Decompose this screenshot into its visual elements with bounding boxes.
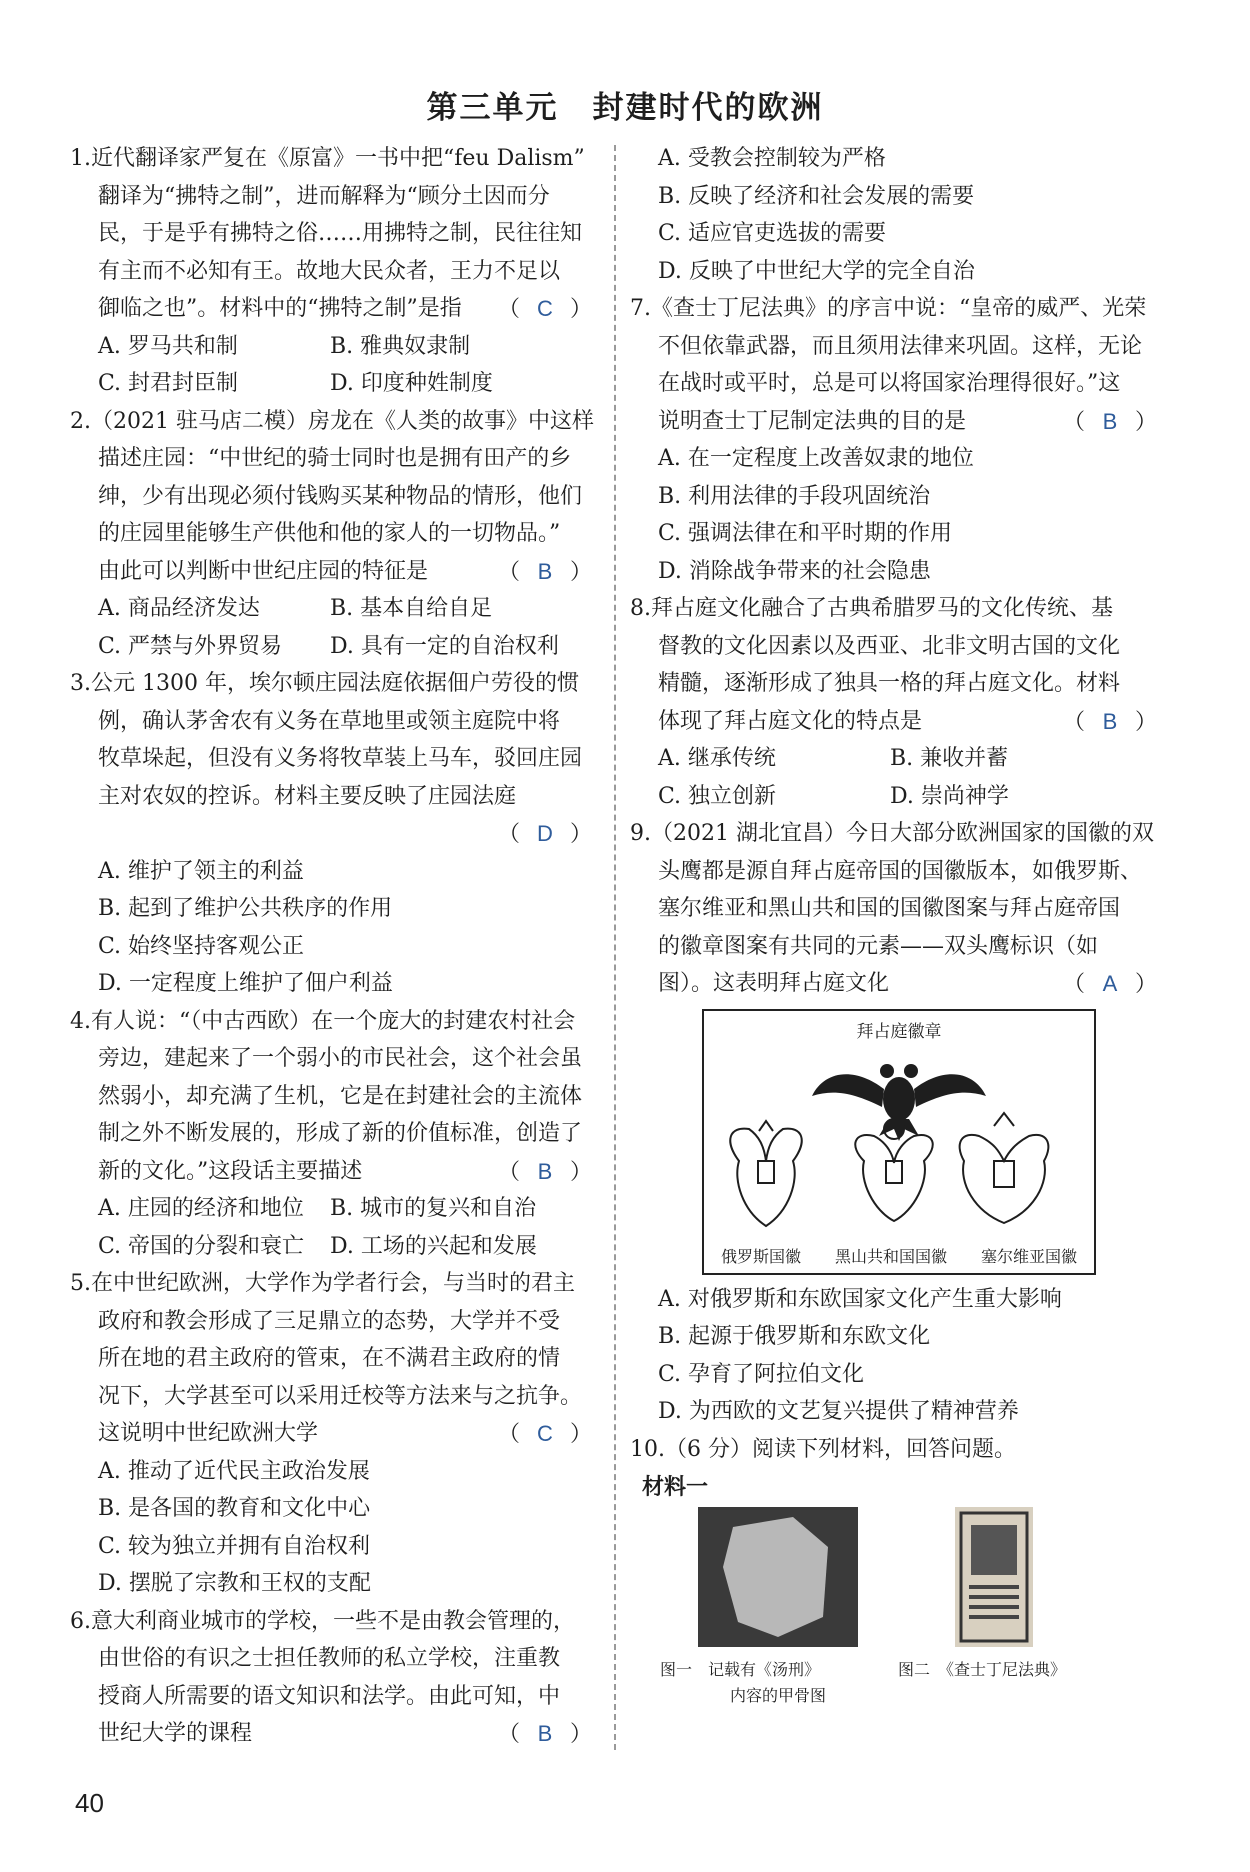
question-line: 旁边，建起来了一个弱小的市民社会，这个社会虽 (98, 1046, 583, 1071)
answer-bracket: （ D ） (498, 815, 592, 854)
question-line: 2.（2021 驻马店二模）房龙在《人类的故事》中这样 (70, 408, 594, 434)
question-6 (70, 1603, 600, 1753)
option: A. 庄园的经济和地位 (98, 1196, 304, 1221)
question-line: 的庄园里能够生产供他和他的家人的一切物品。” (98, 521, 561, 546)
page-number: 40 (75, 1788, 104, 1818)
option-row (630, 740, 1165, 778)
option: B. 雅典奴隶制 (330, 333, 471, 359)
oracle-bone-photo (698, 1507, 858, 1647)
left-column (70, 140, 600, 1753)
option: D. 具有一定的自治权利 (330, 633, 559, 659)
option: A. 罗马共和制 (98, 333, 238, 359)
option: B. 起源于俄罗斯和东欧文化 (658, 1324, 931, 1349)
question-line: 牧草垛起，但没有义务将牧草装上马车，驳回庄园 (98, 746, 583, 771)
question-line: 所在地的君主政府的管束，在不满君主政府的情 (98, 1346, 561, 1371)
russia-emblem-icon (730, 1121, 801, 1226)
question-line: 然弱小，却充满了生机，它是在封建社会的主流体 (98, 1083, 583, 1109)
option: B. 起到了维护公共秩序的作用 (98, 896, 393, 921)
option: C. 始终坚持客观公正 (98, 933, 305, 959)
answer-letter: A (1102, 971, 1118, 996)
question-line: 例，确认茅舍农有义务在草地里或领主庭院中将 (98, 708, 561, 734)
answer-letter: C (537, 1421, 553, 1446)
material-photos (630, 1501, 1165, 1691)
option-row (70, 1190, 600, 1228)
answer-bracket: （ B ） (498, 553, 592, 592)
option: D. 印度种姓制度 (330, 371, 493, 396)
answer-bracket: （ C ） (498, 1415, 592, 1454)
question-line: 头鹰都是源自拜占庭帝国的国徽版本，如俄罗斯、 (658, 858, 1143, 884)
caption-serbia: 塞尔维亚国徽 (980, 1246, 1077, 1266)
option: D. 为西欧的文艺复兴提供了精神营养 (658, 1399, 1019, 1424)
question-line: 说明查士丁尼制定法典的目的是 （ B ） (630, 403, 1165, 441)
page-title: 第三单元 封建时代的欧洲 (426, 90, 824, 126)
answer-letter: C (537, 296, 553, 321)
question-8 (630, 590, 1165, 815)
question-line: 3.公元 1300 年，埃尔顿庄园法庭依据佃户劳役的惯 (70, 671, 579, 696)
byzantine-eagle-icon (812, 1064, 986, 1141)
answer-bracket: （ B ） (498, 1153, 592, 1192)
answer-bracket: （ B ） (1063, 703, 1157, 742)
question-line: 1.近代翻译家严复在《原富》一书中把“feu Dalism” (70, 146, 585, 171)
emblem-figure (702, 1009, 1096, 1275)
question-1 (70, 140, 600, 403)
answer-bracket: （ C ） (498, 290, 592, 329)
option: D. 工场的兴起和发展 (330, 1233, 537, 1259)
question-line: 主对农奴的控诉。材料主要反映了庄园法庭 (98, 783, 517, 809)
option: C. 孕育了阿拉伯文化 (658, 1361, 865, 1387)
question-line: 督教的文化因素以及西亚、北非文明古国的文化 (658, 633, 1121, 659)
option: C. 帝国的分裂和衰亡 (98, 1233, 305, 1259)
question-stem: 10.（6 分）阅读下列材料，回答问题。 (630, 1436, 1016, 1462)
manuscript-icon (955, 1507, 1033, 1647)
option: D. 摆脱了宗教和王权的支配 (98, 1571, 371, 1596)
question-line: 绅，少有出现必须付钱购买某种物品的情形，他们 (98, 483, 583, 509)
column-divider (614, 145, 616, 1750)
question-line: 况下，大学甚至可以采用迁校等方法来与之抗争。 (98, 1383, 583, 1409)
option: A. 继承传统 (658, 746, 776, 771)
answer-letter: B (1102, 708, 1118, 734)
question-line: 在战时或平时，总是可以将国家治理得很好。”这 (658, 371, 1121, 396)
option: C. 封君封臣制 (98, 371, 239, 396)
option-row (70, 1228, 600, 1266)
question-line: 描述庄园：“中世纪的骑士同时也是拥有田产的乡 (98, 446, 572, 471)
question-line: 民，于是乎有拂特之俗……用拂特之制，民往往知 (98, 221, 583, 246)
question-line: 授商人所需要的语文知识和法学。由此可知，中 (98, 1683, 561, 1709)
option: C. 严禁与外界贸易 (98, 633, 283, 659)
question-line: 图）。这表明拜占庭文化 （ A ） (630, 965, 1165, 1003)
question-4 (70, 1003, 600, 1266)
option: D. 一定程度上维护了佃户利益 (98, 971, 393, 996)
question-line: 5.在中世纪欧洲，大学作为学者行会，与当时的君主 (70, 1271, 575, 1296)
question-line: 由此可以判断中世纪庄园的特征是 （ B ） (70, 553, 600, 591)
question-3 (70, 665, 600, 1003)
option: B. 城市的复兴和自治 (330, 1196, 537, 1221)
option: A. 对俄罗斯和东欧国家文化产生重大影响 (658, 1286, 1062, 1312)
question-line: 8.拜占庭文化融合了古典希腊罗马的文化传统、基 (630, 596, 1113, 621)
option-row (70, 628, 600, 666)
question-line: 7.《查士丁尼法典》的序言中说：“皇帝的威严、光荣 (630, 296, 1147, 321)
question-5 (70, 1265, 600, 1603)
figure-1-caption-line2: 内容的甲骨图 (730, 1686, 827, 1705)
question-line: 塞尔维亚和黑山共和国的国徽图案与拜占庭帝国 (658, 896, 1121, 921)
caption-russia: 俄罗斯国徽 (720, 1246, 801, 1266)
question-line: 的徽章图案有共同的元素——双头鹰标识（如 (658, 933, 1099, 959)
question-10 (630, 1431, 1165, 1715)
option: D. 消除战争带来的社会隐患 (658, 558, 931, 584)
answer-bracket: （ B ） (498, 1715, 592, 1754)
question-line: 政府和教会形成了三足鼎立的态势，大学并不受 (98, 1308, 561, 1334)
material-label: 材料一 (642, 1474, 709, 1500)
option: B. 利用法律的手段巩固统治 (658, 483, 931, 509)
caption-montenegro: 黑山共和国国徽 (834, 1246, 947, 1266)
figure-captions (704, 1244, 1094, 1267)
option: A. 受教会控制较为严格 (658, 146, 886, 171)
question-line (70, 815, 600, 853)
option: B. 基本自给自足 (330, 596, 493, 621)
answer-letter: B (1102, 408, 1118, 434)
option-row (70, 365, 600, 403)
question-line: 新的文化。”这段话主要描述 （ B ） (70, 1153, 600, 1191)
option: C. 强调法律在和平时期的作用 (658, 521, 953, 546)
option: A. 在一定程度上改善奴隶的地位 (658, 446, 974, 471)
question-7 (630, 290, 1165, 590)
figure-2-caption: 图二 《查士丁尼法典》 (898, 1660, 1067, 1679)
question-line: 有主而不必知有王。故地大民众者，王力不足以 (98, 258, 561, 284)
answer-letter: B (537, 558, 553, 584)
figure-title: 拜占庭徽章 (856, 1021, 942, 1042)
right-column (630, 140, 1165, 1714)
question-line: 这说明中世纪欧洲大学 （ C ） (70, 1415, 600, 1453)
option: D. 反映了中世纪大学的完全自治 (658, 258, 975, 284)
figure-1-caption: 图一 记载有《汤刑》 (660, 1660, 821, 1679)
emblem-illustration (704, 1011, 1094, 1273)
question-line: 4.有人说：“（中古西欧）在一个庞大的封建农村社会 (70, 1008, 576, 1034)
option-row (70, 328, 600, 366)
question-line: 不但依靠武器，而且须用法律来巩固。这样，无论 (658, 333, 1143, 359)
option: A. 推动了近代民主政治发展 (98, 1458, 370, 1484)
answer-letter: D (537, 821, 553, 846)
option: C. 适应官吏选拔的需要 (658, 221, 887, 246)
option-row (630, 778, 1165, 816)
justinian-code-photo (955, 1507, 1033, 1647)
serbia-emblem-icon (960, 1113, 1049, 1223)
option: B. 兼收并蓄 (890, 746, 1009, 771)
answer-bracket: （ A ） (1063, 965, 1157, 1004)
option: D. 崇尚神学 (890, 783, 1009, 809)
option: A. 商品经济发达 (98, 596, 260, 621)
option: B. 反映了经济和社会发展的需要 (658, 183, 975, 209)
question-9 (630, 815, 1165, 1431)
answer-bracket: （ B ） (1063, 403, 1157, 442)
question-line: 体现了拜占庭文化的特点是 （ B ） (630, 703, 1165, 741)
question-line: 翻译为“拂特之制”，进而解释为“顾分土因而分 (98, 183, 550, 209)
question-line: 世纪大学的课程 （ B ） (70, 1715, 600, 1753)
oracle-bone-icon (698, 1507, 858, 1647)
question-line: 御临之也”。材料中的“拂特之制”是指 （ C ） (70, 290, 600, 328)
option-row (70, 590, 600, 628)
question-line: 6.意大利商业城市的学校，一些不是由教会管理的， (70, 1608, 575, 1634)
answer-letter: B (537, 1158, 553, 1184)
option: A. 维护了领主的利益 (98, 858, 304, 884)
question-line: 由世俗的有识之士担任教师的私立学校，注重教 (98, 1646, 561, 1671)
question-line: 9.（2021 湖北宜昌）今日大部分欧洲国家的国徽的双 (630, 821, 1154, 846)
option: C. 独立创新 (658, 783, 777, 809)
option: B. 是各国的教育和文化中心 (98, 1496, 371, 1521)
montenegro-emblem-icon (855, 1119, 932, 1221)
option: C. 较为独立并拥有自治权利 (98, 1533, 371, 1559)
question-line: 制之外不断发展的，形成了新的价值标准，创造了 (98, 1121, 583, 1146)
question-2 (70, 403, 600, 666)
question-line: 精髓，逐渐形成了独具一格的拜占庭文化。材料 (658, 671, 1121, 696)
answer-letter: B (537, 1721, 553, 1746)
